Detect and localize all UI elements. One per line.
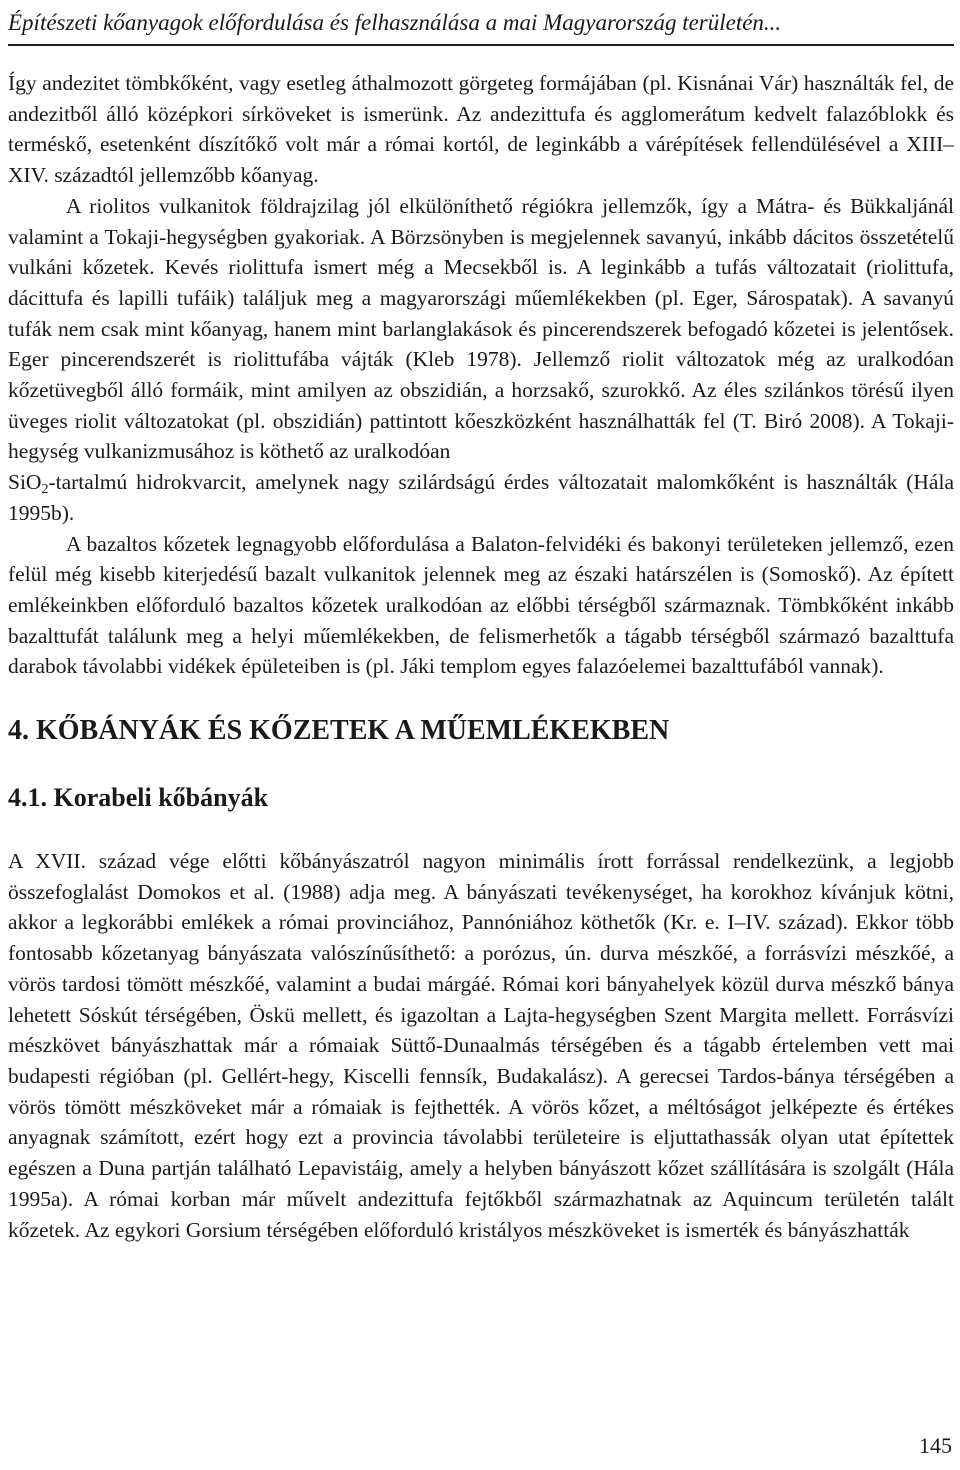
paragraph-quarries: A XVII. század vége előtti kőbányászatról nagyon minimális írott forrással rendelkezünk, a legjobb összefoglalást Domokos et al. (1988) adja meg. A bányászati tevékenységet, ha korokhoz kívánjuk kötni, akkor a legkorábbi emlékek a római provinciához, Pannóniához köthetők (Kr. e. I–IV. század). Ekkor több fontosabb kőzetanyag bányászata valószínűsíthető: a porózus, ún. durva mészkőé, a forrásvízi mészkőé, a vörös tardosi tömött mészkőé, valamint a budai márgáé. Római kori bányahelyek közül durva mészkő bánya lehetett Sóskút térségében, Öskü mellett, és igazoltan a Lajta-hegységben Szent Margita mellett. Forrásvízi mészkövet bányászhattak már a rómaiak Süttő-Dunaalmás térségében és a tágabb értelemben vett mai budapesti régióban (pl. Gellért-hegy, Kiscelli fennsík, Budakalász). A gerecsei Tardos-bánya térségében a vörös tömött mészköveket már a rómaiak is fejthették. A vörös kőzet, a méltóságot jelképezte és értékes anyagnak számított, ezért hogy ezt a provincia távolabbi területeire is eljuttathassák olyan utat építettek egészen a Duna partján található Lepavistáig, amely a helyben bányászott kőzet szállítására is szolgált (Hála 1995a). A római korban már művelt andezittufa fejtőkből származhatnak az Aquincum területén talált kőzetek. Az egykori Gorsium térségében előforduló kristályos mészköveket is ismerték és bányászhatták [8,849,954,1242]
sio2-paragraph-rest: -tartalmú hidrokvarcit, amelynek nagy szilárdságú érdes változatait malomkőként is használták (Hála 1995b). [8,470,954,525]
paragraph-hydroquartzite [8,467,954,528]
running-header: Építészeti kőanyagok előfordulása és felhasználása a mai Magyarország területén... [8,10,782,35]
subsection-heading: 4.1. Korabeli kőbányák [8,783,269,813]
page-number: 145 [919,1433,952,1458]
body-text [8,68,954,1245]
paragraph-rhyolite: A riolitos vulkanitok földrajzilag jól elkülöníthető régiókra jellemzők, így a Mátra- és Bükkaljánál valamint a Tokaji-hegységben gyakoriak. A Börzsönyben is megjelennek savanyú, inkább dácitos összetételű vulkáni kőzetek. Kevés riolittufa ismert még a Mecsekből is. A leginkább a tufás változatait (riolittufa, dácittufa és lapilli tufáik) találjuk meg a magyarországi műemlékekben (pl. Eger, Sárospatak). A savanyú tufák nem csak mint kőanyag, hanem mint barlanglakások és pincerendszerek befogadó kőzetei is jelentősek. Eger pincerendszerét is riolittufába vájták (Kleb 1978). Jellemző riolit változatok még az uralkodóan kőzetüvegből álló formáik, mint amilyen az obszidián, a horzsakő, szurokkő. Az éles szilánkos törésű ilyen üveges riolit változatokat (pl. obszidián) pattintott kőeszközként használhatták fel (T. Biró 2008). A Tokaji-hegység vulkanizmusához is köthető az uralkodóan [8,193,954,464]
section-heading: 4. KŐBÁNYÁK ÉS KŐZETEK A MŰEMLÉKEKBEN [8,715,670,747]
sio2-formula-subscript: 2 [41,482,49,498]
sio2-formula-base: SiO [8,470,42,495]
paragraph-andesite: Így andezitet tömbkőként, vagy esetleg áthalmozott görgeteg formájában (pl. Kisnánai Vár) használták fel, de andezitből álló középkori sírköveket is ismerünk. Az andezittufa és agglomerátum kedvelt falazóblokk és terméskő, esetenként díszítőkő volt már a római kortól, de leginkább a várépítések fellendülésével a XIII–XIV. századtól jellemzőbb kőanyag. [8,71,954,188]
paragraph-basalt: A bazaltos kőzetek legnagyobb előfordulása a Balaton-felvidéki és bakonyi területeken jellemző, ezen felül még kisebb kiterjedésű bazalt vulkanitok jelennek meg az északi határszélen is (Somoskő). Az épített emlékeinkben előforduló bazaltos kőzetek uralkodóan az előbbi térségből származnak. Tömbkőként inkább bazalttufát találunk meg a helyi műemlékekben, de felismerhetők a tágabb térségből származó bazalttufa darabok távolabbi vidékek épületeiben is (pl. Jáki templom egyes falazóelemei bazalttufából vannak). [8,531,954,679]
header-rule [8,44,954,46]
document-page [8,0,954,1470]
